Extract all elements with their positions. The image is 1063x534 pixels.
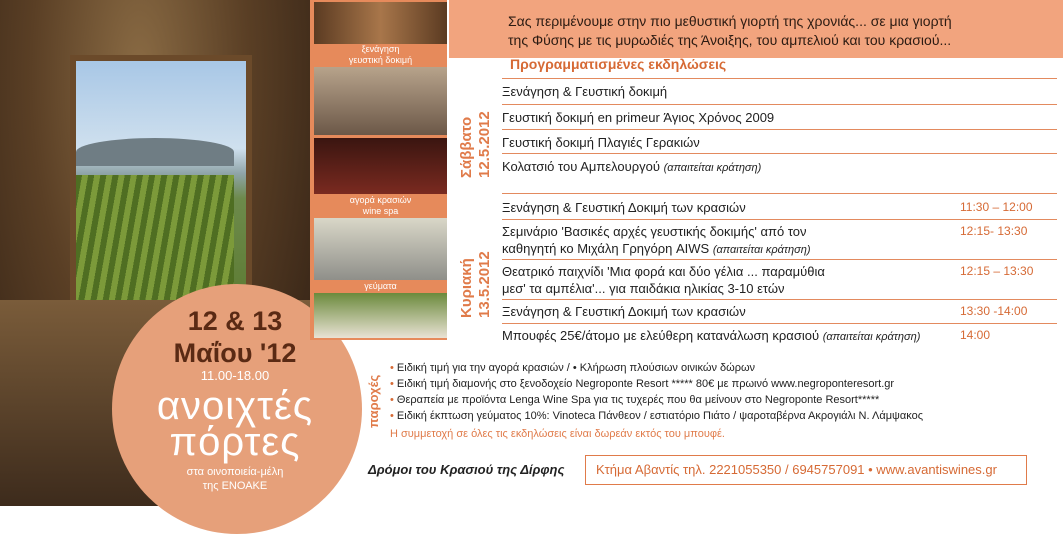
divider	[502, 104, 1057, 105]
event-time: 12:15- 13:30	[960, 224, 1028, 238]
poster-month: Μαΐου '12	[173, 338, 297, 368]
photo-tasting	[314, 67, 447, 135]
caption-buy: αγορά κρασιών	[349, 195, 412, 205]
caption-spa: wine spa	[362, 206, 399, 216]
poster-dates: 12 & 13	[187, 306, 283, 336]
divider	[502, 323, 1057, 324]
offer-item: • Θεραπεία με προϊόντα Lenga Wine Spa για τις τυχερές που θα μείνουν στο Negroponte Resort*****	[390, 394, 880, 406]
caption-tour: ξενάγηση	[361, 44, 400, 54]
divider	[502, 78, 1057, 79]
event-time: 14:00	[960, 328, 991, 342]
offer-item: • Ειδική έκπτωση γεύματος 10%: Vinoteca Πάνθεον / εστιατόριο Πιάτο / ψαροταβέρνα Ακρογιάλι Ν. Λάμψακος	[390, 410, 924, 422]
event-time: 11:30 – 12:00	[960, 200, 1033, 214]
vines-shape	[76, 175, 234, 305]
poster-title-line2: πόρτες	[169, 420, 301, 464]
poster-title-line1: ανοιχτές	[156, 384, 314, 428]
poster-hours: 11.00-18.00	[200, 368, 270, 383]
event-row: Ξενάγηση & Γευστική Δοκιμή των κρασιών 11:30 – 12:00	[502, 200, 1033, 215]
event-row: Ξενάγηση & Γευστική δοκιμή	[502, 84, 668, 99]
divider	[502, 299, 1057, 300]
event-row: Ξενάγηση & Γευστική Δοκιμή των κρασιών 13:30 -14:00	[502, 304, 1028, 319]
sunday-date: 13.5.2012	[476, 251, 493, 318]
sunday-day: Κυριακή	[458, 258, 475, 318]
offers-label: παροχές	[366, 374, 381, 428]
event-time: 12:15 – 13:30	[960, 264, 1034, 278]
event-row: Σεμινάριο 'Βασικές αρχές γευστικής δοκιμής' από τον καθηγητή κο Μιχάλη Γρηγόρη AIWS (απαιτείται κράτηση) 12:15- 13:30	[502, 224, 1028, 256]
divider	[502, 129, 1057, 130]
free-note: Η συμμετοχή σε όλες τις εκδηλώσεις είναι δωρεάν εκτός του μπουφέ.	[390, 428, 725, 440]
wine-route-label: Δρόμοι του Κρασιού της Δίρφης	[368, 462, 565, 477]
intro-line2: της Φύσης με τις μυρωδιές της Άνοιξης, του αμπελιού και του κρασιού...	[508, 32, 952, 48]
offer-item: • Ειδική τιμή για την αγορά κρασιών / • Κλήρωση πλούσιων οινικών δώρων	[390, 362, 756, 374]
photo-bottles	[314, 138, 447, 194]
saturday-day: Σάββατο	[458, 116, 475, 178]
caption-tasting: γευστική δοκιμή	[348, 55, 413, 65]
divider	[502, 153, 1057, 154]
sunday-date-label	[476, 251, 493, 318]
contact-text: Κτήμα Αβαντίς τηλ. 2221055350 / 6945757091 • www.avantiswines.gr	[596, 462, 997, 477]
event-time: 13:30 -14:00	[960, 304, 1028, 318]
event-row: Γευστική δοκιμή en primeur Άγιος Χρόνος 2009	[502, 110, 775, 125]
event-row: Μπουφές 25€/άτομο με ελεύθερη κατανάλωση κρασιού (απαιτείται κράτηση) 14:00	[502, 328, 991, 343]
event-row: Κολατσιό του Αμπελουργού (απαιτείται κράτηση)	[502, 159, 762, 174]
caption-meals: γεύματα	[364, 281, 397, 291]
sunday-label	[458, 258, 475, 318]
offer-item: • Ειδική τιμή διαμονής στο ξενοδοχείο Negroponte Resort ***** 80€ με πρωινό www.negroponteresort.gr	[390, 378, 895, 390]
event-row: Θεατρικό παιχνίδι 'Μια φορά και δύο γέλια ... παραμύθια μεσ' τα αμπέλια'... για παιδάκια ηλικίας 3-10 ετών 12:15 – 13:30	[502, 264, 1034, 296]
intro-line1: Σας περιμένουμε στην πιο μεθυστική γιορτή της χρονιάς... σε μια γιορτή	[508, 13, 952, 29]
hills-shape	[76, 138, 234, 166]
saturday-date-label	[476, 111, 493, 178]
poster-subtitle-line2: της ΕΝΟΑΚΕ	[202, 480, 268, 492]
intro-text	[508, 12, 1048, 50]
divider	[502, 259, 1057, 260]
photo-barrels	[314, 2, 447, 44]
contact-box	[585, 455, 1027, 485]
event-row: Γευστική δοκιμή Πλαγιές Γερακιών	[502, 135, 700, 150]
poster-subtitle-line1: στα οινοποιεία-μέλη	[186, 466, 284, 478]
photo-spa	[314, 218, 447, 280]
events-heading: Προγραμματισμένες εκδηλώσεις	[510, 56, 727, 72]
divider	[502, 219, 1057, 220]
divider	[502, 193, 1057, 194]
photo-meals	[314, 293, 447, 338]
saturday-date: 12.5.2012	[476, 111, 493, 178]
saturday-label	[458, 117, 475, 178]
